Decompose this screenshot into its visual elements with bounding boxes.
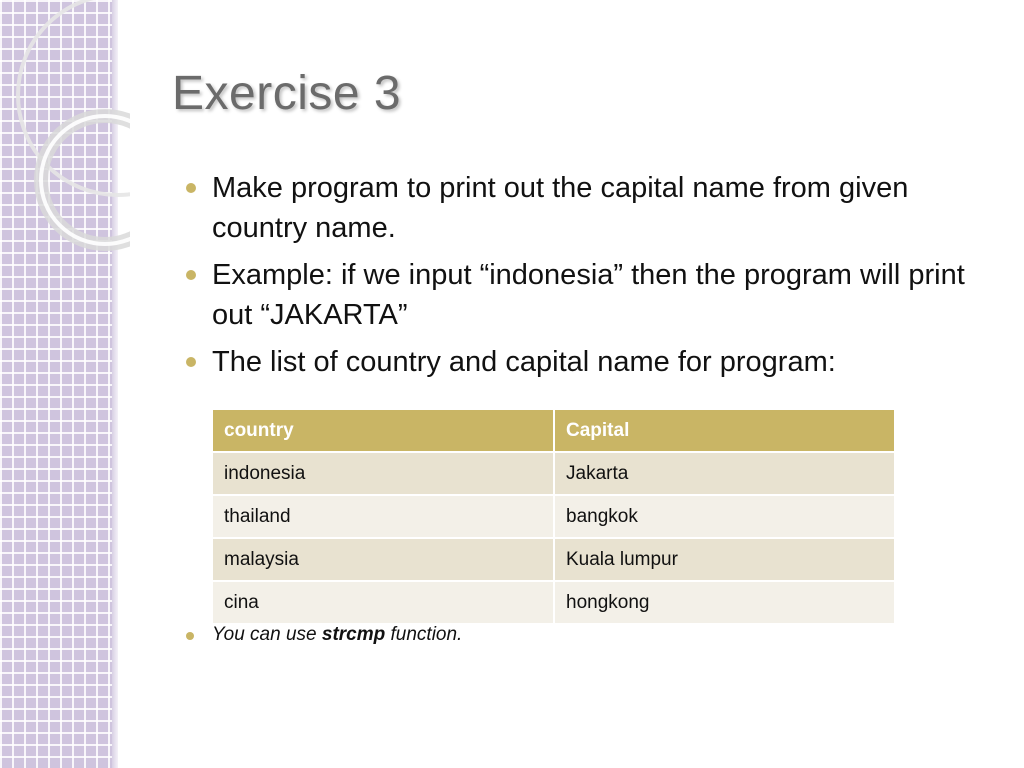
table-cell-country: indonesia (213, 453, 555, 496)
table-cell-country: cina (213, 582, 555, 625)
table-cell-capital: hongkong (555, 582, 896, 625)
hint-suffix: function. (385, 624, 463, 645)
table-cell-country: malaysia (213, 539, 555, 582)
table-cell-capital: Kuala lumpur (555, 539, 896, 582)
table-row (213, 496, 896, 539)
country-capital-table (213, 410, 896, 625)
decorative-circle-icon (0, 0, 130, 260)
bullet-item (184, 342, 1000, 382)
table-row (213, 453, 896, 496)
hint-keyword: strcmp (321, 624, 386, 645)
table-cell-capital: Jakarta (555, 453, 896, 496)
column-header-country: country (213, 410, 555, 453)
bullet-item (184, 168, 1000, 248)
bullet-text: Make program to print out the capital name from given country name. (212, 172, 909, 244)
table-row (213, 582, 896, 625)
column-header-capital: Capital (555, 410, 896, 453)
hint-prefix: You can use (212, 624, 322, 645)
bullet-item (184, 255, 1000, 335)
bullet-dot-icon (186, 632, 194, 640)
bullet-text: The list of country and capital name for program: (212, 346, 836, 378)
bullet-text: Example: if we input “indonesia” then the program will print out “JAKARTA” (212, 259, 965, 331)
table-header-row (213, 410, 896, 453)
bullet-list (184, 168, 1000, 389)
bullet-dot-icon (186, 270, 196, 280)
hint-note (184, 624, 462, 646)
bullet-dot-icon (186, 183, 196, 193)
table-cell-capital: bangkok (555, 496, 896, 539)
bullet-dot-icon (186, 357, 196, 367)
table-cell-country: thailand (213, 496, 555, 539)
table-row (213, 539, 896, 582)
slide-title: Exercise 3 (172, 67, 402, 120)
